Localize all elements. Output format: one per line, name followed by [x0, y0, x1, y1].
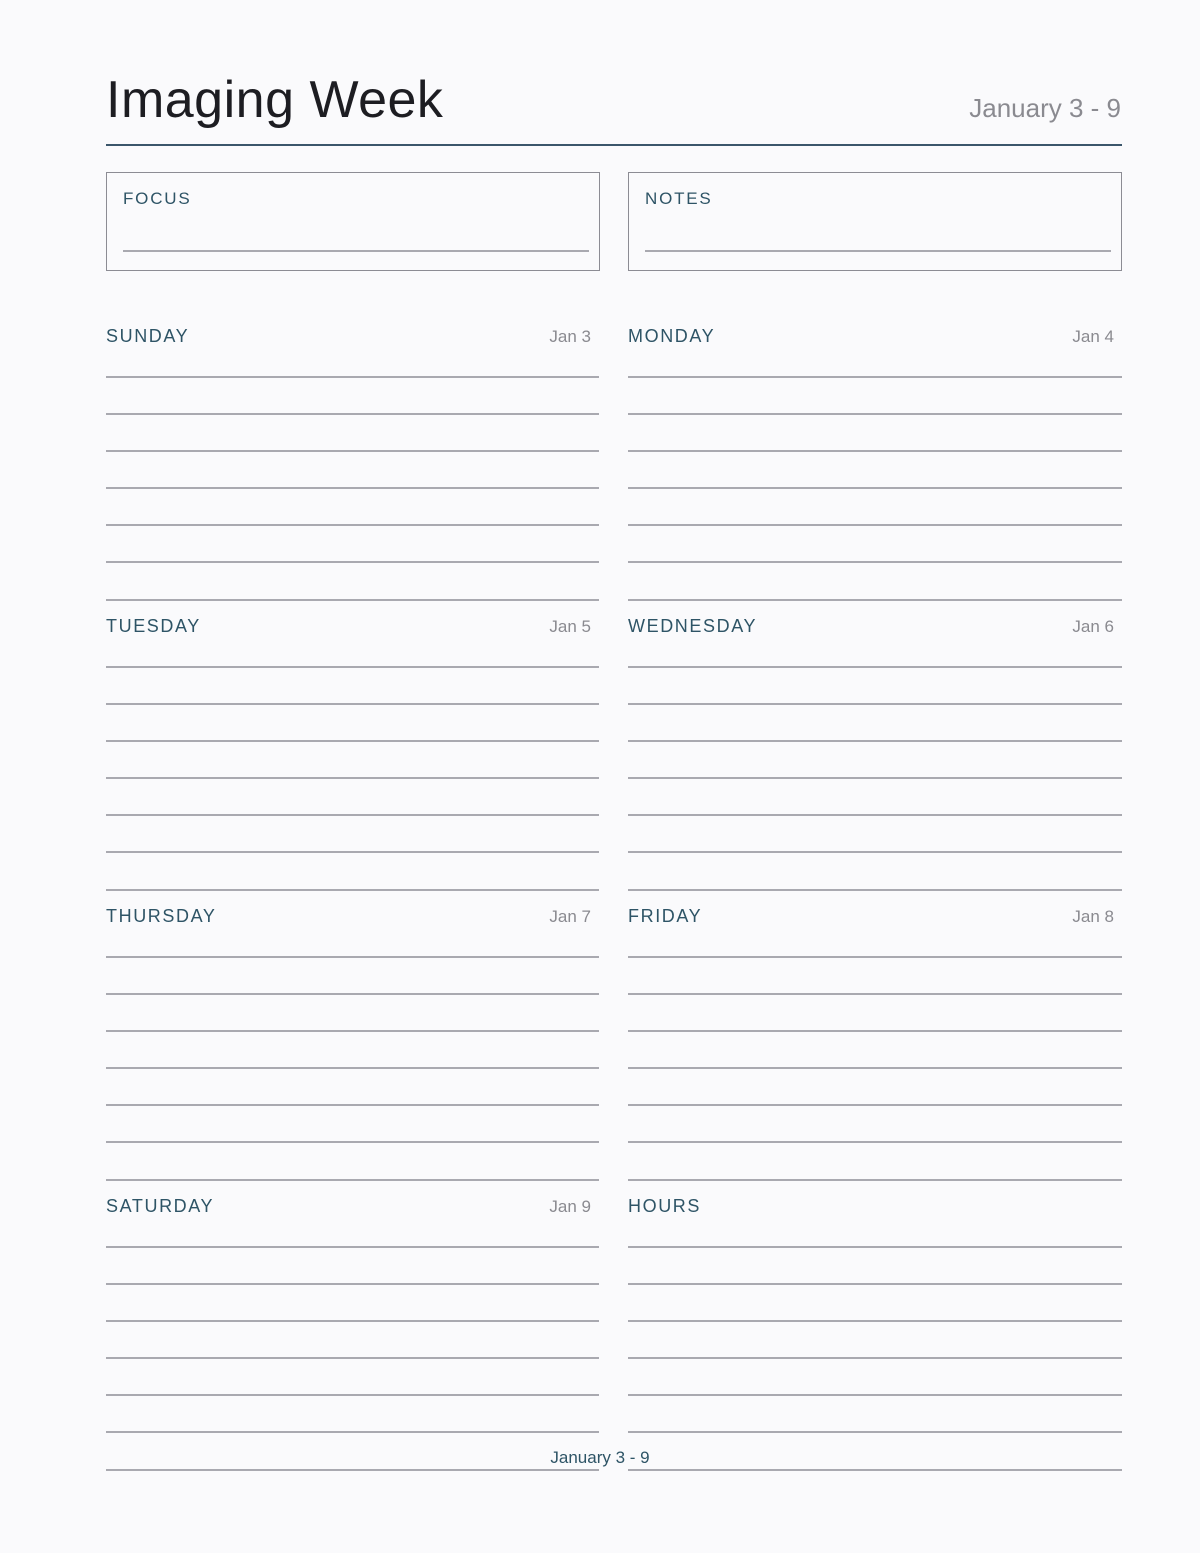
write-line: [628, 1394, 1122, 1396]
write-line: [628, 666, 1122, 668]
write-line: [106, 956, 599, 958]
footer-text: January 3 - 9: [544, 1448, 655, 1467]
write-line: [106, 1104, 599, 1106]
write-line: [628, 450, 1122, 452]
write-line: [106, 413, 599, 415]
write-line: [106, 1283, 599, 1285]
day-date: Jan 9: [549, 1197, 591, 1216]
day-date: Jan 4: [1072, 327, 1114, 346]
write-line: [106, 1357, 599, 1359]
focus-write-line: [123, 250, 589, 252]
write-line: [106, 1469, 599, 1471]
write-line: [628, 1357, 1122, 1359]
write-line: [106, 1394, 599, 1396]
write-line: [106, 487, 599, 489]
day-date: Jan 6: [1072, 617, 1114, 636]
write-line: [628, 1067, 1122, 1069]
write-line: [106, 740, 599, 742]
write-line: [628, 777, 1122, 779]
write-line: [628, 376, 1122, 378]
write-line: [628, 524, 1122, 526]
day-name: FRIDAY: [628, 906, 703, 926]
write-line: [628, 561, 1122, 563]
write-line: [628, 1431, 1122, 1433]
write-line: [106, 814, 599, 816]
write-line: [106, 376, 599, 378]
day-name: WEDNESDAY: [628, 616, 758, 636]
notes-box[interactable]: [628, 172, 1122, 271]
write-line: [628, 814, 1122, 816]
day-date: Jan 3: [549, 327, 591, 346]
day-name: MONDAY: [628, 326, 716, 346]
write-line: [106, 777, 599, 779]
day-name: SATURDAY: [106, 1196, 215, 1216]
day-name: TUESDAY: [106, 616, 201, 636]
write-line: [106, 1030, 599, 1032]
write-line: [628, 1104, 1122, 1106]
day-section-friday[interactable]: [628, 890, 1122, 1180]
footer-date-range: [0, 1448, 1200, 1468]
write-line: [106, 561, 599, 563]
write-line: [106, 450, 599, 452]
day-section-sunday[interactable]: [106, 310, 599, 600]
day-name: SUNDAY: [106, 326, 190, 346]
focus-box[interactable]: [106, 172, 600, 271]
write-line: [628, 1283, 1122, 1285]
write-line: [106, 1141, 599, 1143]
write-line: [628, 993, 1122, 995]
write-line: [106, 524, 599, 526]
day-section-thursday[interactable]: [106, 890, 599, 1180]
write-line: [106, 1431, 599, 1433]
page-title: Imaging Week: [106, 71, 444, 129]
write-line: [106, 851, 599, 853]
day-date: Jan 8: [1072, 907, 1114, 926]
write-line: [106, 666, 599, 668]
date-range: January 3 - 9: [969, 93, 1121, 123]
write-line: [628, 1469, 1122, 1471]
write-line: [628, 1030, 1122, 1032]
write-line: [628, 740, 1122, 742]
write-line: [106, 1067, 599, 1069]
day-section-monday[interactable]: [628, 310, 1122, 600]
day-section-saturday[interactable]: [106, 1180, 599, 1470]
day-date: Jan 7: [549, 907, 591, 926]
write-line: [106, 1246, 599, 1248]
write-line: [628, 487, 1122, 489]
day-name: THURSDAY: [106, 906, 217, 926]
hours-label: HOURS: [628, 1196, 702, 1216]
write-line: [106, 703, 599, 705]
write-line: [628, 413, 1122, 415]
notes-write-line: [645, 250, 1111, 252]
notes-label: NOTES: [645, 189, 713, 208]
write-line: [628, 1141, 1122, 1143]
day-section-tuesday[interactable]: [106, 600, 599, 890]
write-line: [628, 703, 1122, 705]
hours-section[interactable]: [628, 1180, 1122, 1470]
focus-label: FOCUS: [123, 189, 192, 208]
write-line: [628, 1320, 1122, 1322]
write-line: [628, 1246, 1122, 1248]
write-line: [106, 1320, 599, 1322]
header-divider: [106, 144, 1122, 146]
day-date: Jan 5: [549, 617, 591, 636]
write-line: [628, 851, 1122, 853]
day-section-wednesday[interactable]: [628, 600, 1122, 890]
write-line: [628, 956, 1122, 958]
write-line: [106, 993, 599, 995]
